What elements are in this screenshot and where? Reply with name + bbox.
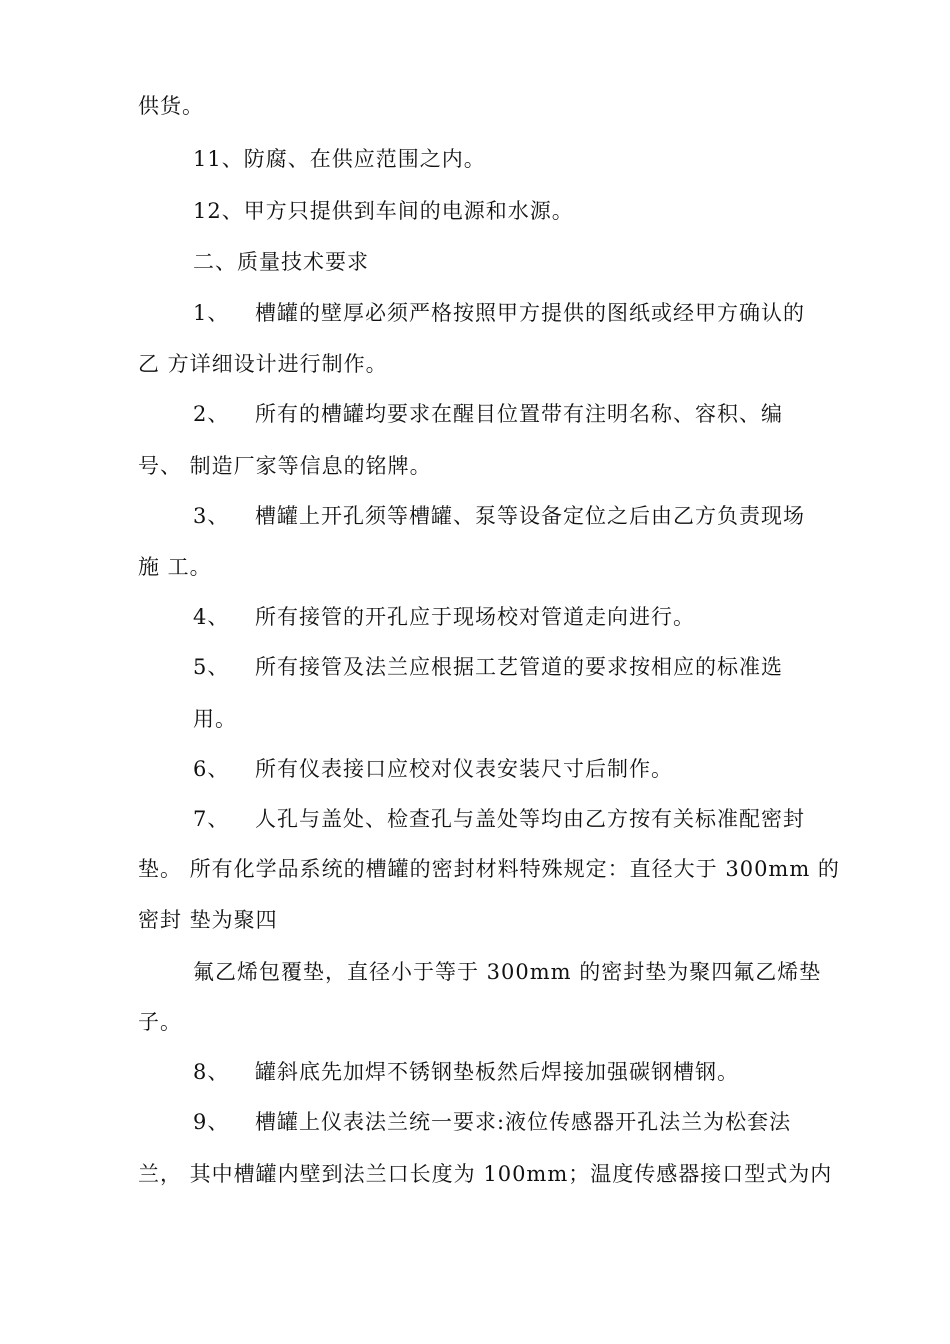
list-item-6 (193, 755, 673, 783)
list-item-11: 11、防腐、在供应范围之内。 (193, 147, 486, 171)
text-line: 号、 制造厂家等信息的铭牌。 (138, 454, 432, 478)
text-line: 供货。 (138, 94, 204, 118)
text-line: 氟乙烯包覆垫，直径小于等于 300mm 的密封垫为聚四氟乙烯垫 (193, 960, 822, 984)
item-text: 槽罐上仪表法兰统一要求:液位传感器开孔法兰为松套法 (255, 1110, 792, 1134)
list-item-12: 12、甲方只提供到车间的电源和水源。 (193, 199, 574, 223)
text-line: 兰， 其中槽罐内壁到法兰口长度为 100mm；温度传感器接口型式为内 (138, 1162, 833, 1186)
item-number: 9、 (193, 1110, 230, 1134)
item-text: 人孔与盖处、检查孔与盖处等均由乙方按有关标准配密封 (255, 807, 805, 831)
item-number: 5、 (193, 655, 230, 679)
list-item-3 (193, 502, 805, 530)
item-number: 2、 (193, 402, 230, 426)
item-text: 槽罐的壁厚必须严格按照甲方提供的图纸或经甲方确认的 (255, 301, 805, 325)
item-text: 槽罐上开孔须等槽罐、泵等设备定位之后由乙方负责现场 (255, 504, 805, 528)
list-item-7 (193, 805, 805, 833)
item-text: 所有接管的开孔应于现场校对管道走向进行。 (255, 605, 695, 629)
text-line: 垫。 所有化学品系统的槽罐的密封材料特殊规定：直径大于 300mm 的 (138, 857, 840, 881)
list-item-8 (193, 1058, 739, 1086)
list-item-2 (193, 400, 783, 428)
item-number: 3、 (193, 504, 230, 528)
item-text: 所有接管及法兰应根据工艺管道的要求按相应的标准选 (255, 655, 783, 679)
text-line: 乙 方详细设计进行制作。 (138, 352, 388, 376)
item-number: 1、 (193, 301, 230, 325)
section-heading: 二、质量技术要求 (193, 250, 369, 274)
item-number: 7、 (193, 807, 230, 831)
item-text: 罐斜底先加焊不锈钢垫板然后焊接加强碳钢槽钢。 (255, 1060, 739, 1084)
list-item-1 (193, 299, 805, 327)
item-text: 所有仪表接口应校对仪表安装尺寸后制作。 (255, 757, 673, 781)
text-line: 子。 (138, 1010, 182, 1034)
text-line: 施 工。 (138, 555, 212, 579)
text-line: 用。 (193, 707, 237, 731)
list-item-5 (193, 653, 783, 681)
text-line: 密封 垫为聚四 (138, 908, 278, 932)
list-item-4 (193, 603, 695, 631)
item-number: 4、 (193, 605, 230, 629)
item-number: 6、 (193, 757, 230, 781)
item-text: 所有的槽罐均要求在醒目位置带有注明名称、容积、编 (255, 402, 783, 426)
list-item-9 (193, 1108, 791, 1136)
item-number: 8、 (193, 1060, 230, 1084)
